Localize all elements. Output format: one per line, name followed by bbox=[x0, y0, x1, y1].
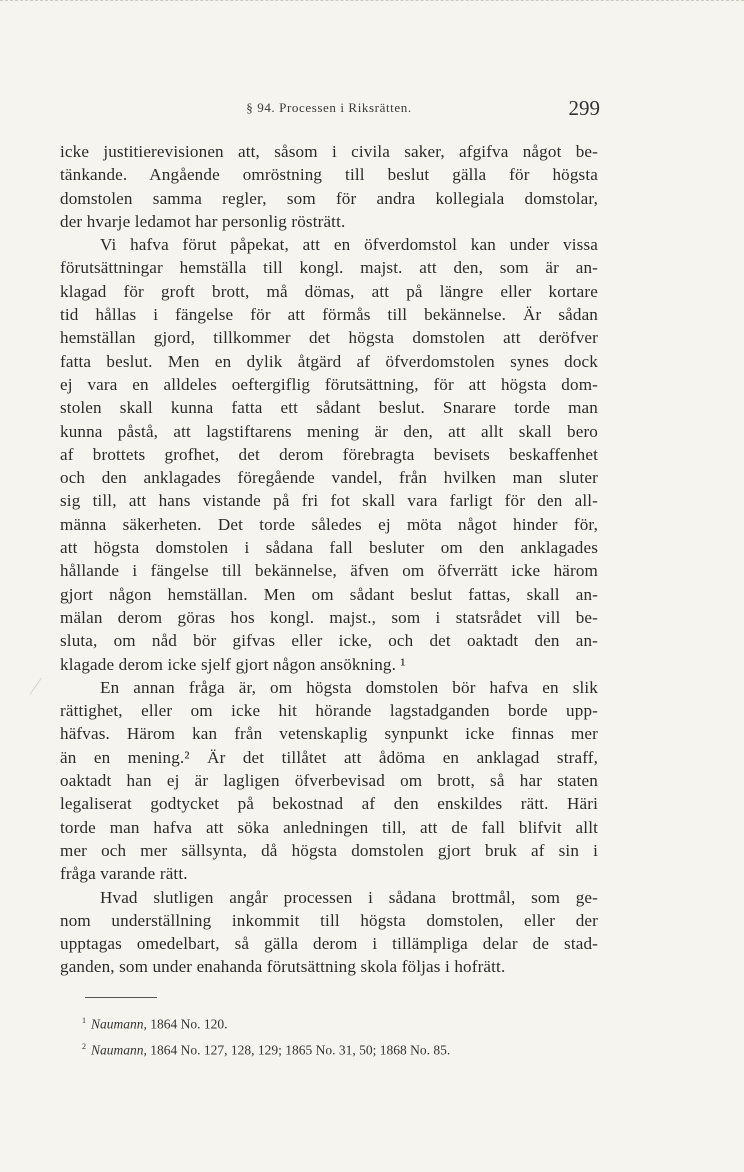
footnote bbox=[82, 1036, 582, 1062]
text-line: och den anklagades föregående vandel, från hvilken man sluter bbox=[60, 468, 598, 488]
text-line: fatta beslut. Men en dylik åtgärd af öfverdomstolen synes dock bbox=[60, 351, 598, 371]
paragraph bbox=[60, 676, 598, 886]
text-line: än en mening.² Är det tillåtet att ådöma en anklagad straff, bbox=[60, 747, 598, 767]
text-line: ej vara en alldeles oeftergiflig förutsättning, för att högsta dom- bbox=[60, 374, 598, 394]
text-line: tid hållas i fängelse för att förmås till bekännelse. Är sådan bbox=[60, 305, 598, 325]
text-line: klagade derom icke sjelf gjort någon ansökning. ¹ bbox=[60, 654, 406, 674]
text-line: sig till, att hans vistande på fri fot skall vara farligt för den all- bbox=[60, 491, 598, 511]
body-text bbox=[60, 140, 598, 979]
text-line: oaktadt han ej är lagligen öfverbevisad om brott, så har staten bbox=[60, 771, 598, 791]
running-head: § 94. Processen i Riksrätten. bbox=[246, 100, 412, 115]
text-line: af brottets grofhet, det derom förebragta bevisets beskaffenhet bbox=[60, 444, 598, 464]
text-line: En annan fråga är, om högsta domstolen bör hafva en slik bbox=[100, 677, 598, 697]
text-line: stolen skall kunna fatta ett sådant beslut. Snarare torde man bbox=[60, 398, 598, 418]
text-line: hållande i fängelse till bekännelse, äfven om öfverrätt icke härom bbox=[60, 561, 598, 581]
text-line: legaliserat godtycket på bekostnad af den enskildes rätt. Häri bbox=[60, 794, 598, 814]
text-line: icke justitierevisionen att, såsom i civila saker, afgifva något be- bbox=[60, 142, 598, 161]
text-line: domstolen samma regler, som för andra kollegiala domstolar, bbox=[60, 188, 598, 208]
text-line: männa säkerheten. Det torde således ej möta något hinder för, bbox=[60, 514, 598, 534]
footnote-author: Naumann, bbox=[91, 1042, 147, 1057]
text-line: der hvarje ledamot har personlig rösträtt. bbox=[60, 211, 346, 231]
paragraph bbox=[60, 140, 598, 233]
text-line: tänkande. Angående omröstning till beslut gälla för högsta bbox=[60, 165, 598, 185]
page-number: 299 bbox=[568, 96, 600, 120]
text-line: sluta, om nåd bör gifvas eller icke, och det oaktadt den an- bbox=[60, 631, 598, 651]
text-line: mälan derom göras hos kongl. majst., som i statsrådet vill be- bbox=[60, 607, 598, 627]
text-line: förutsättningar hemställa till kongl. majst. att den, som är an- bbox=[60, 258, 598, 278]
text-line: häfvas. Härom kan från vetenskaplig synpunkt icke finnas mer bbox=[60, 724, 598, 744]
text-line: klagad för groft brott, må dömas, att på längre eller kortare bbox=[60, 281, 598, 301]
text-line: ganden, som under enahanda förutsättning skola följas i hofrätt. bbox=[60, 957, 506, 977]
footnote-author: Naumann, bbox=[91, 1016, 147, 1032]
text-line: Hvad slutligen angår processen i sådana brottmål, som ge- bbox=[100, 887, 598, 907]
paragraph bbox=[60, 886, 598, 979]
text-line: kunna påstå, att lagstiftarens mening är den, att allt skall bero bbox=[60, 421, 598, 441]
footnote-text: 1864 No. 127, 128, 129; 1865 No. 31, 50; 1868 No. 85. bbox=[150, 1042, 451, 1057]
text-line: torde man hafva att söka anledningen till, att de fall blifvit allt bbox=[60, 817, 598, 837]
page-edge-rule bbox=[0, 0, 744, 1]
text-line: Vi hafva förut påpekat, att en öfverdomstol kan under vissa bbox=[100, 235, 598, 255]
text-line: upptagas omedelbart, så gälla derom i tillämpliga delar de stad- bbox=[60, 934, 598, 954]
footnote bbox=[82, 1010, 582, 1036]
text-line: rättighet, eller om icke hit hörande lagstadganden borde upp- bbox=[60, 701, 598, 721]
text-line: fråga varande rätt. bbox=[60, 864, 188, 884]
text-line: nom underställning inkommit till högsta domstolen, eller der bbox=[60, 910, 598, 930]
paragraph bbox=[60, 233, 598, 676]
text-line: gjort någon hemställan. Men om sådant beslut fattas, skall an- bbox=[60, 584, 598, 604]
footnote-mark: 2 bbox=[82, 1041, 86, 1051]
footnote-text: 1864 No. 120. bbox=[150, 1016, 228, 1032]
footnote-rule bbox=[85, 997, 157, 998]
text-line: hemställan gjord, tillkommer det högsta domstolen att deröfver bbox=[60, 328, 598, 348]
page-header bbox=[60, 96, 598, 126]
margin-pencil-mark bbox=[30, 678, 54, 703]
text-line: mer och mer sällsynta, då högsta domstolen gjort bruk af sin i bbox=[60, 840, 598, 860]
footnotes bbox=[82, 1010, 582, 1061]
text-line: att högsta domstolen i sådana fall besluter om den anklagades bbox=[60, 538, 598, 558]
footnote-mark: 1 bbox=[82, 1016, 86, 1025]
